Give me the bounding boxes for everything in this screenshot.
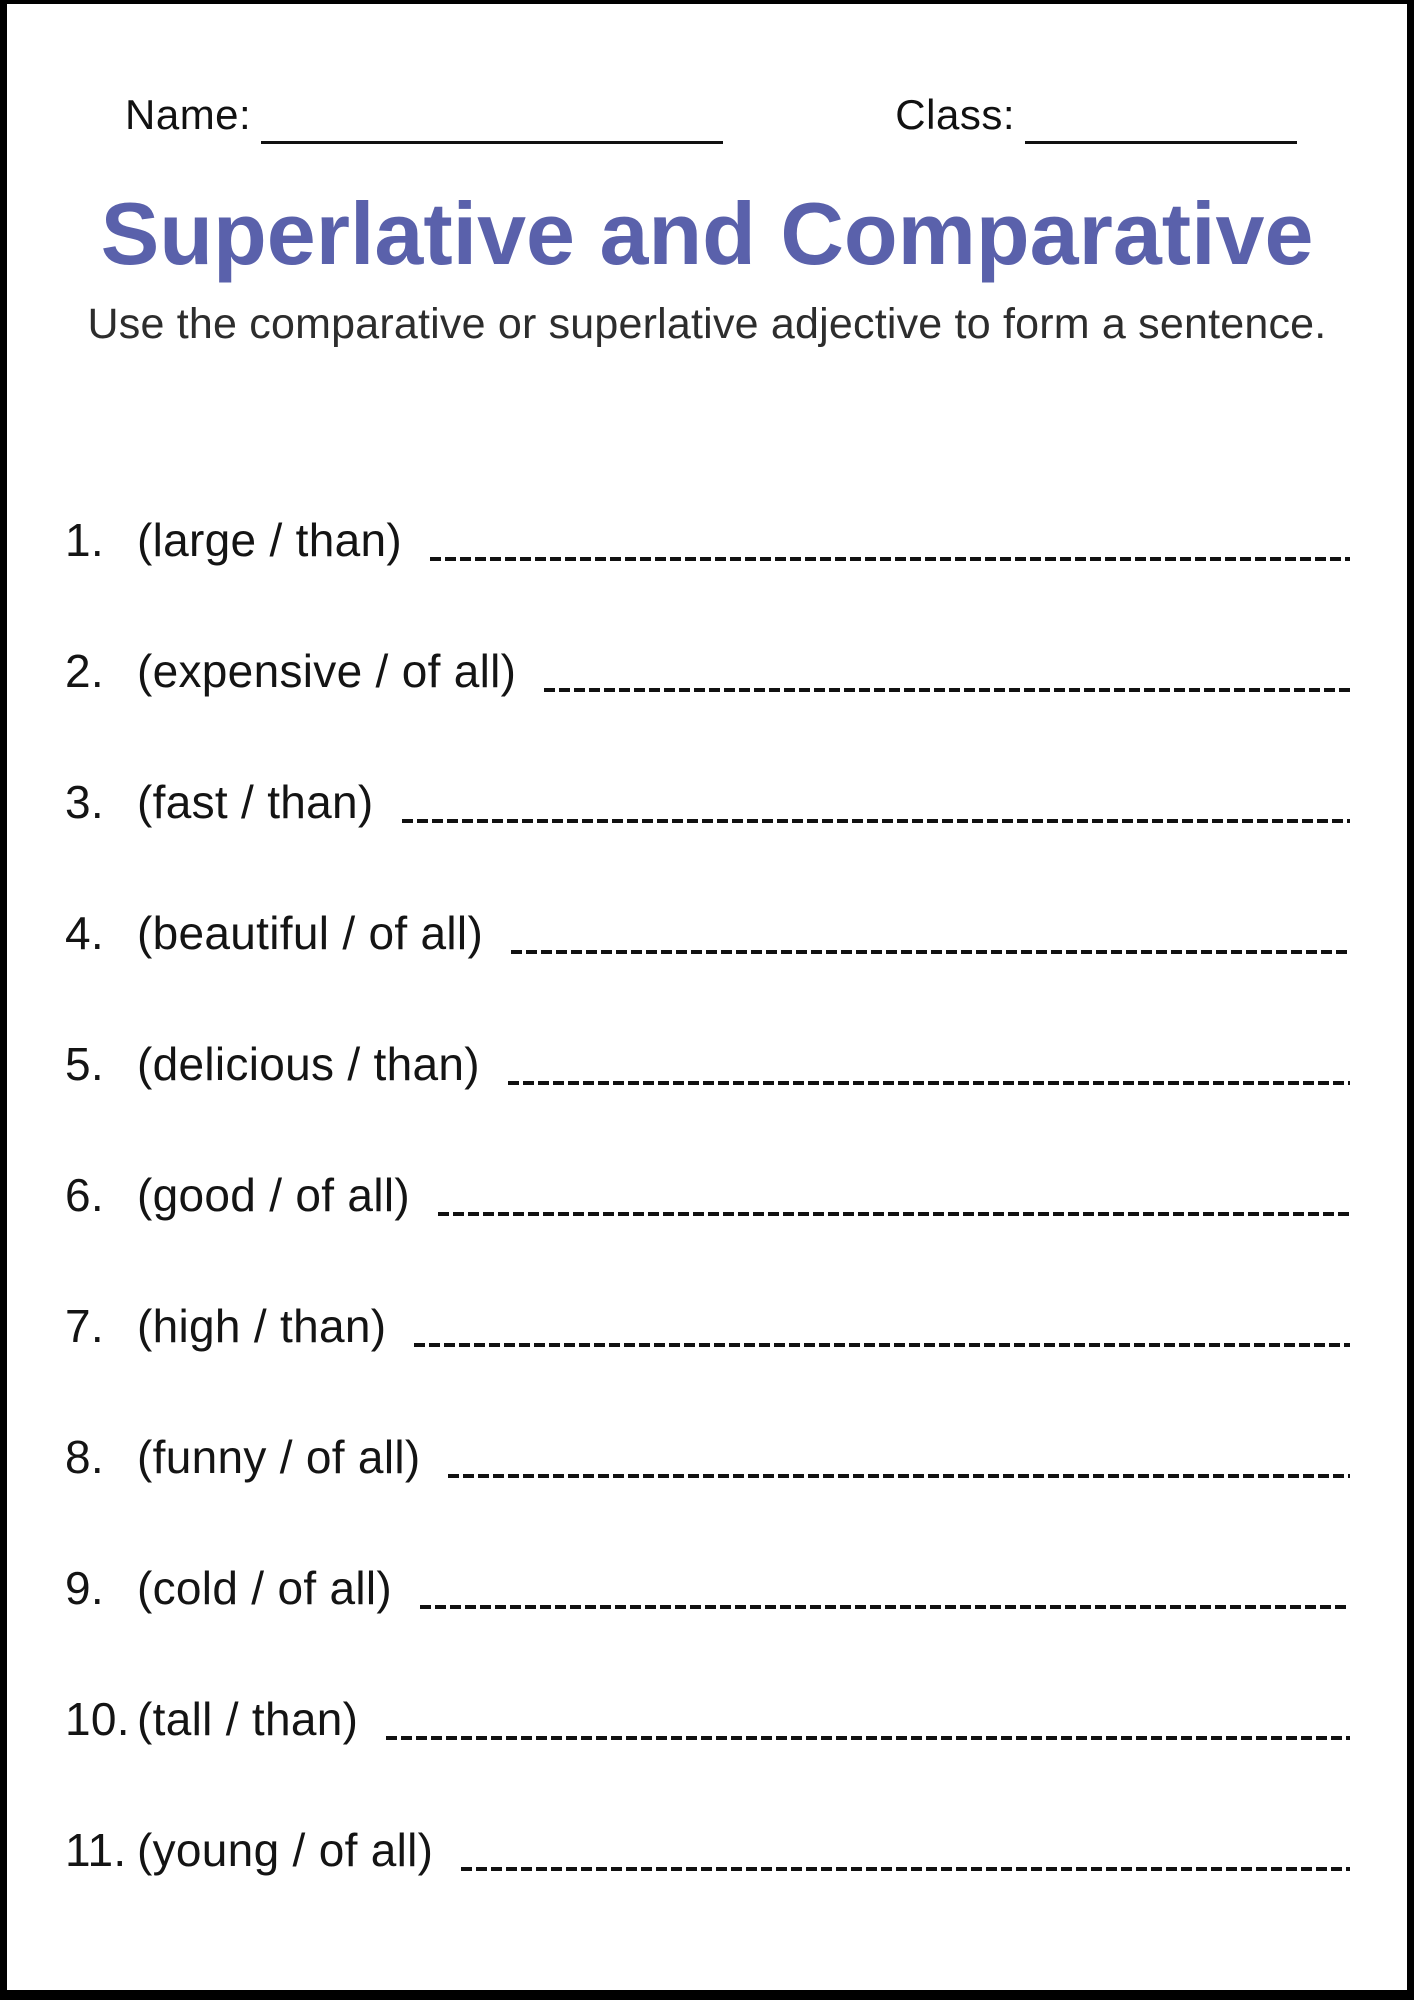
page-title: Superlative and Comparative <box>100 184 1314 284</box>
header-row <box>125 92 1297 138</box>
question-row <box>65 1558 1350 1618</box>
class-input-blank[interactable] <box>1025 133 1297 144</box>
question-prompt: (fast / than) <box>137 775 374 828</box>
question-prompt: (good / of all) <box>137 1168 410 1221</box>
answer-blank[interactable] <box>420 1605 1350 1609</box>
question-row <box>65 1296 1350 1356</box>
answer-blank[interactable] <box>386 1736 1350 1740</box>
question-row <box>65 1689 1350 1749</box>
question-prompt: (young / of all) <box>137 1823 434 1876</box>
name-input-blank[interactable] <box>261 133 723 144</box>
answer-blank[interactable] <box>544 688 1350 692</box>
question-number: 8. <box>65 1430 104 1483</box>
class-label: Class: <box>895 91 1015 138</box>
name-label: Name: <box>125 91 252 138</box>
instruction-text: Use the comparative or superlative adjective to form a sentence. <box>87 300 1327 349</box>
question-prompt: (expensive / of all) <box>137 644 517 697</box>
question-number: 11. <box>65 1823 127 1876</box>
answer-blank[interactable] <box>461 1867 1350 1871</box>
question-row <box>65 1820 1350 1880</box>
question-prompt: (high / than) <box>137 1299 387 1352</box>
question-prompt: (cold / of all) <box>137 1561 393 1614</box>
question-number: 4. <box>65 906 104 959</box>
question-prompt: (funny / of all) <box>137 1430 421 1483</box>
question-row <box>65 1165 1350 1225</box>
question-row <box>65 772 1350 832</box>
question-prompt: (beautiful / of all) <box>137 906 484 959</box>
question-row <box>65 1034 1350 1094</box>
class-field <box>895 92 1297 138</box>
question-row <box>65 641 1350 701</box>
question-number: 2. <box>65 644 104 697</box>
question-number: 3. <box>65 775 104 828</box>
answer-blank[interactable] <box>438 1212 1350 1216</box>
question-number: 6. <box>65 1168 104 1221</box>
question-number: 9. <box>65 1561 104 1614</box>
question-number: 10. <box>65 1692 130 1745</box>
question-list <box>7 510 1407 1880</box>
answer-blank[interactable] <box>508 1081 1350 1085</box>
question-prompt: (tall / than) <box>137 1692 359 1745</box>
question-number: 1. <box>65 513 104 566</box>
answer-blank[interactable] <box>448 1474 1350 1478</box>
question-row <box>65 1427 1350 1487</box>
question-number: 7. <box>65 1299 104 1352</box>
question-row <box>65 903 1350 963</box>
question-row <box>65 510 1350 570</box>
answer-blank[interactable] <box>402 819 1350 823</box>
question-prompt: (large / than) <box>137 513 402 566</box>
question-prompt: (delicious / than) <box>137 1037 480 1090</box>
question-number: 5. <box>65 1037 104 1090</box>
name-field <box>125 92 723 138</box>
answer-blank[interactable] <box>511 950 1350 954</box>
answer-blank[interactable] <box>414 1343 1350 1347</box>
answer-blank[interactable] <box>430 557 1350 561</box>
